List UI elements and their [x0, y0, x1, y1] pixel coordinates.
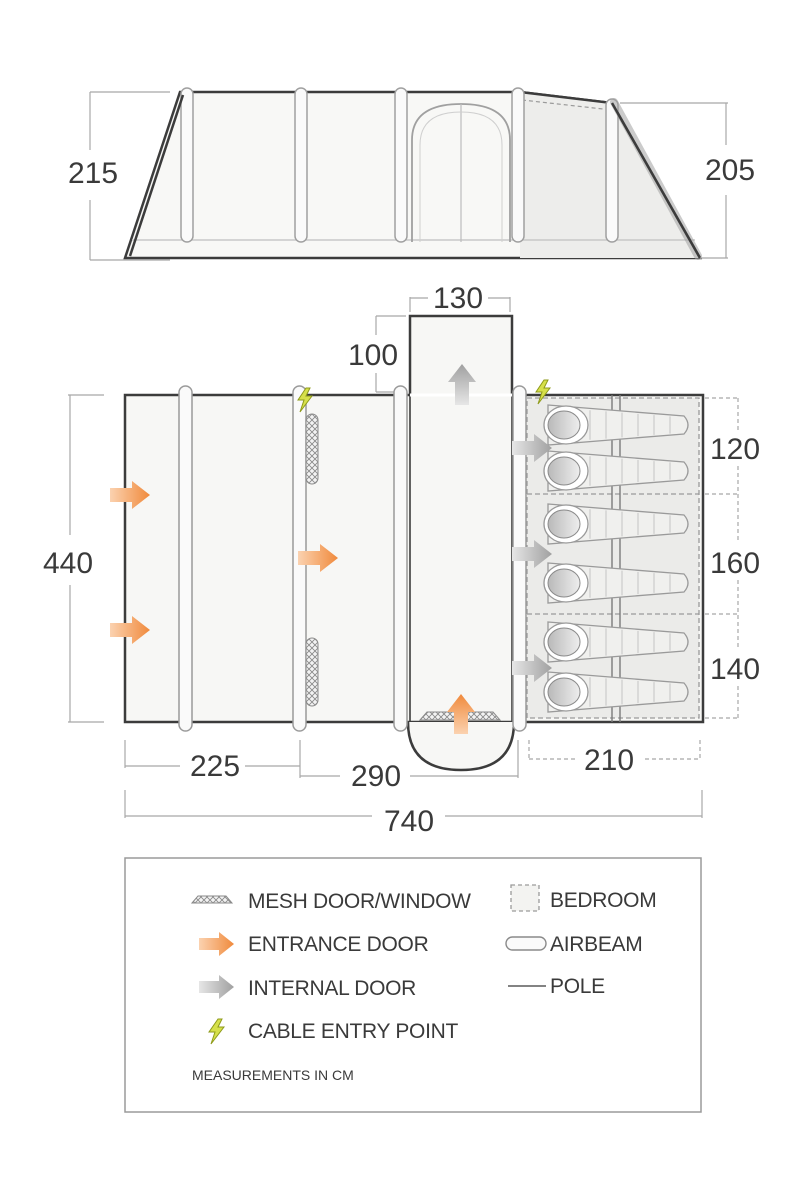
porch-width-label: 130: [432, 282, 484, 315]
bedroom-swatch-icon: [511, 885, 539, 911]
section-2-label: 290: [350, 760, 402, 793]
legend-cable-label: CABLE ENTRY POINT: [248, 1020, 459, 1043]
total-depth-label: 440: [42, 547, 94, 580]
legend-measurements-note: MEASUREMENTS IN CM: [192, 1067, 354, 1083]
side-height-right-label: 205: [704, 154, 756, 187]
section-1-label: 225: [189, 750, 241, 783]
porch-depth-label: 100: [347, 339, 399, 372]
legend-pole-label: POLE: [550, 975, 605, 998]
bedroom-width-2-label: 160: [709, 547, 761, 580]
legend-internal-label: INTERNAL DOOR: [248, 977, 417, 1000]
bedroom-area: [527, 398, 699, 718]
airbeam-icon: [506, 937, 546, 950]
bedroom-width-3-label: 140: [709, 653, 761, 686]
mesh-icon: [192, 896, 232, 903]
plan-view: [43, 282, 760, 838]
side-height-left-label: 215: [67, 157, 119, 190]
bedroom-width-1-label: 120: [709, 433, 761, 466]
section-3-label: 210: [583, 744, 635, 777]
legend-entrance-label: ENTRANCE DOOR: [248, 933, 429, 956]
legend-bedroom-label: BEDROOM: [550, 889, 657, 912]
total-length-label: 740: [383, 805, 435, 838]
legend-mesh-label: MESH DOOR/WINDOW: [248, 890, 471, 913]
legend-airbeam-label: AIRBEAM: [550, 933, 643, 956]
side-view: [68, 88, 755, 260]
legend: [125, 858, 701, 1112]
